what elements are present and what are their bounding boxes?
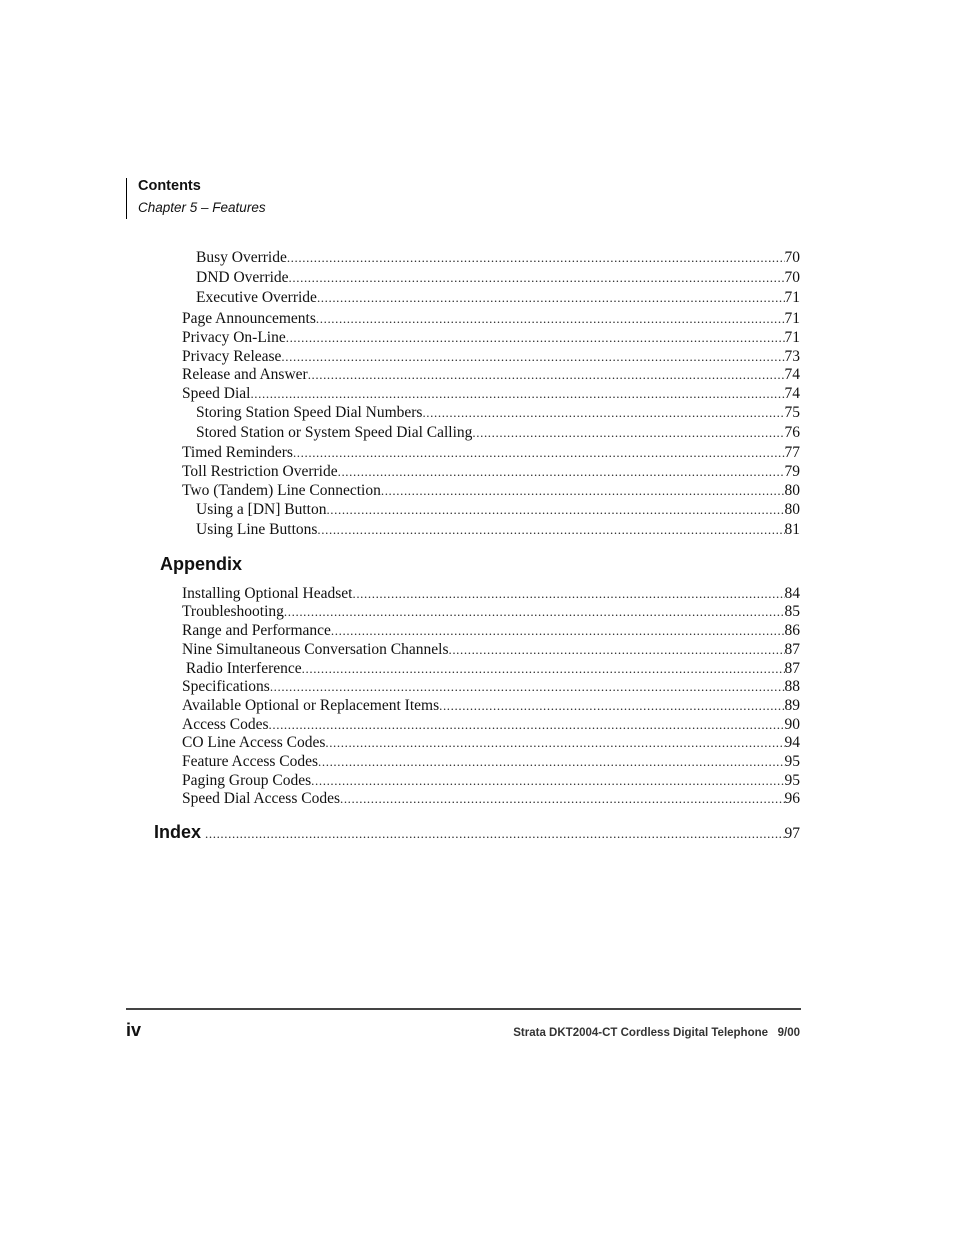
toc-entry-page: 87 (784, 641, 800, 658)
toc-entry-title: Installing Optional Headset (182, 585, 353, 602)
toc-entry-page: 70 (784, 269, 800, 286)
toc-entry[interactable] (196, 268, 800, 287)
footer-page-number: iv (126, 1020, 142, 1040)
toc-entry[interactable] (182, 789, 800, 808)
toc-entry[interactable] (182, 481, 800, 500)
dot-leader (318, 752, 784, 771)
index-page: 97 (784, 825, 800, 842)
dot-leader (270, 677, 785, 696)
toc-entry-title: Speed Dial Access Codes (182, 790, 340, 807)
toc-entry-page: 74 (784, 385, 800, 402)
dot-leader (205, 826, 784, 842)
toc-entry[interactable] (182, 443, 800, 462)
index-entry[interactable] (154, 822, 800, 846)
index-title: Index (154, 822, 202, 842)
toc-entry-page: 85 (784, 603, 800, 620)
toc-entry-title: Available Optional or Replacement Items (182, 697, 440, 714)
dot-leader (269, 715, 785, 734)
toc-entry[interactable] (196, 520, 800, 539)
dot-leader (317, 288, 785, 307)
toc-entry-page: 96 (784, 790, 800, 807)
toc-entry-title: DND Override (196, 269, 289, 286)
toc-entry-page: 80 (784, 501, 800, 518)
toc-entry-page: 88 (784, 678, 800, 695)
toc-entry-title: Speed Dial (182, 385, 251, 402)
toc-entry[interactable] (182, 659, 800, 678)
dot-leader (316, 309, 785, 328)
toc-entry-page: 95 (784, 753, 800, 770)
toc-entry-page: 94 (784, 734, 800, 751)
toc-entry-title: Two (Tandem) Line Connection (182, 482, 381, 499)
toc-entry[interactable] (182, 715, 800, 734)
footer-doc-title: Strata DKT2004-CT Cordless Digital Telephone 9/00 (513, 1027, 800, 1039)
dot-leader (326, 500, 784, 519)
toc-entry-page: 70 (784, 249, 800, 266)
toc-entry[interactable] (182, 733, 800, 752)
toc-entry-page: 71 (784, 329, 800, 346)
toc-entry[interactable] (196, 500, 800, 519)
toc-entry-title: Timed Reminders (182, 444, 293, 461)
toc-entry-title: Nine Simultaneous Conversation Channels (182, 641, 449, 658)
toc-entry[interactable] (182, 347, 800, 366)
toc-entry-page: 81 (784, 521, 800, 538)
dot-leader (338, 462, 785, 481)
toc-entry-page: 80 (784, 482, 800, 499)
dot-leader (286, 328, 785, 347)
toc-entry-title: Toll Restriction Override (182, 463, 338, 480)
toc-entry[interactable] (196, 423, 800, 442)
dot-leader (302, 659, 785, 678)
toc-entry-title: Feature Access Codes (182, 753, 319, 770)
toc-entry[interactable] (182, 677, 800, 696)
footer-rule (126, 1008, 801, 1010)
toc-entry-page: 87 (784, 660, 800, 677)
dot-leader (472, 423, 784, 442)
toc-entry-title: Privacy Release (182, 348, 282, 365)
dot-leader (325, 733, 784, 752)
toc-entry-page: 71 (784, 310, 800, 327)
toc-entry[interactable] (182, 462, 800, 481)
toc-entry-title: Paging Group Codes (182, 772, 312, 789)
toc-entry[interactable] (182, 640, 800, 659)
toc-entry[interactable] (182, 602, 800, 621)
toc-entry-page: 77 (784, 444, 800, 461)
toc-entry-page: 89 (784, 697, 800, 714)
toc-entry-title: Busy Override (196, 249, 287, 266)
dot-leader (250, 384, 784, 403)
toc-entry-title: Using a [DN] Button (196, 501, 327, 518)
toc-entry-page: 90 (784, 716, 800, 733)
dot-leader (293, 443, 785, 462)
dot-leader (331, 621, 785, 640)
toc-entry-page: 71 (784, 289, 800, 306)
dot-leader (422, 403, 784, 422)
toc-entry-title: Specifications (182, 678, 270, 695)
toc-entry-page: 73 (784, 348, 800, 365)
dot-leader (448, 640, 784, 659)
toc-entry-title: Radio Interference (182, 660, 302, 677)
toc-entry[interactable] (182, 696, 800, 715)
appendix-heading: Appendix (160, 554, 243, 574)
toc-entry-title: CO Line Access Codes (182, 734, 326, 751)
toc-entry[interactable] (182, 621, 800, 640)
toc-entry-title: Troubleshooting (182, 603, 284, 620)
header-rule (126, 178, 127, 219)
dot-leader (317, 520, 784, 539)
dot-leader (281, 347, 784, 366)
toc-entry[interactable] (182, 771, 800, 790)
toc-entry-title: Range and Performance (182, 622, 331, 639)
toc-entry-title: Using Line Buttons (196, 521, 318, 538)
dot-leader (284, 602, 785, 621)
toc-entry[interactable] (182, 584, 800, 603)
header-title: Contents (138, 178, 201, 194)
toc-entry-page: 79 (784, 463, 800, 480)
toc-entry-page: 76 (784, 424, 800, 441)
toc-entry-page: 84 (784, 585, 800, 602)
toc-entry-title: Stored Station or System Speed Dial Calling (196, 424, 473, 441)
dot-leader (308, 365, 785, 384)
toc-entry-page: 75 (784, 404, 800, 421)
dot-leader (311, 771, 784, 790)
toc-entry[interactable] (182, 384, 800, 403)
toc-entry-page: 86 (784, 622, 800, 639)
toc-entry-page: 95 (784, 772, 800, 789)
toc-entry-title: Page Announcements (182, 310, 316, 327)
dot-leader (340, 789, 785, 808)
toc-entry-title: Privacy On-Line (182, 329, 286, 346)
toc-entry-page: 74 (784, 366, 800, 383)
dot-leader (381, 481, 785, 500)
toc-entry[interactable] (196, 248, 800, 267)
toc-entry-title: Access Codes (182, 716, 269, 733)
dot-leader (439, 696, 784, 715)
toc-entry[interactable] (182, 309, 800, 328)
dot-leader (289, 268, 785, 287)
toc-entry[interactable] (196, 288, 800, 307)
toc-entry-title: Storing Station Speed Dial Numbers (196, 404, 423, 421)
toc-entry[interactable] (182, 752, 800, 771)
toc-entry-title: Executive Override (196, 289, 317, 306)
dot-leader (352, 584, 784, 603)
toc-entry[interactable] (182, 328, 800, 347)
header-subtitle: Chapter 5 – Features (138, 200, 266, 215)
toc-entry-title: Release and Answer (182, 366, 308, 383)
dot-leader (287, 248, 785, 267)
toc-entry[interactable] (182, 365, 800, 384)
toc-entry[interactable] (196, 403, 800, 422)
